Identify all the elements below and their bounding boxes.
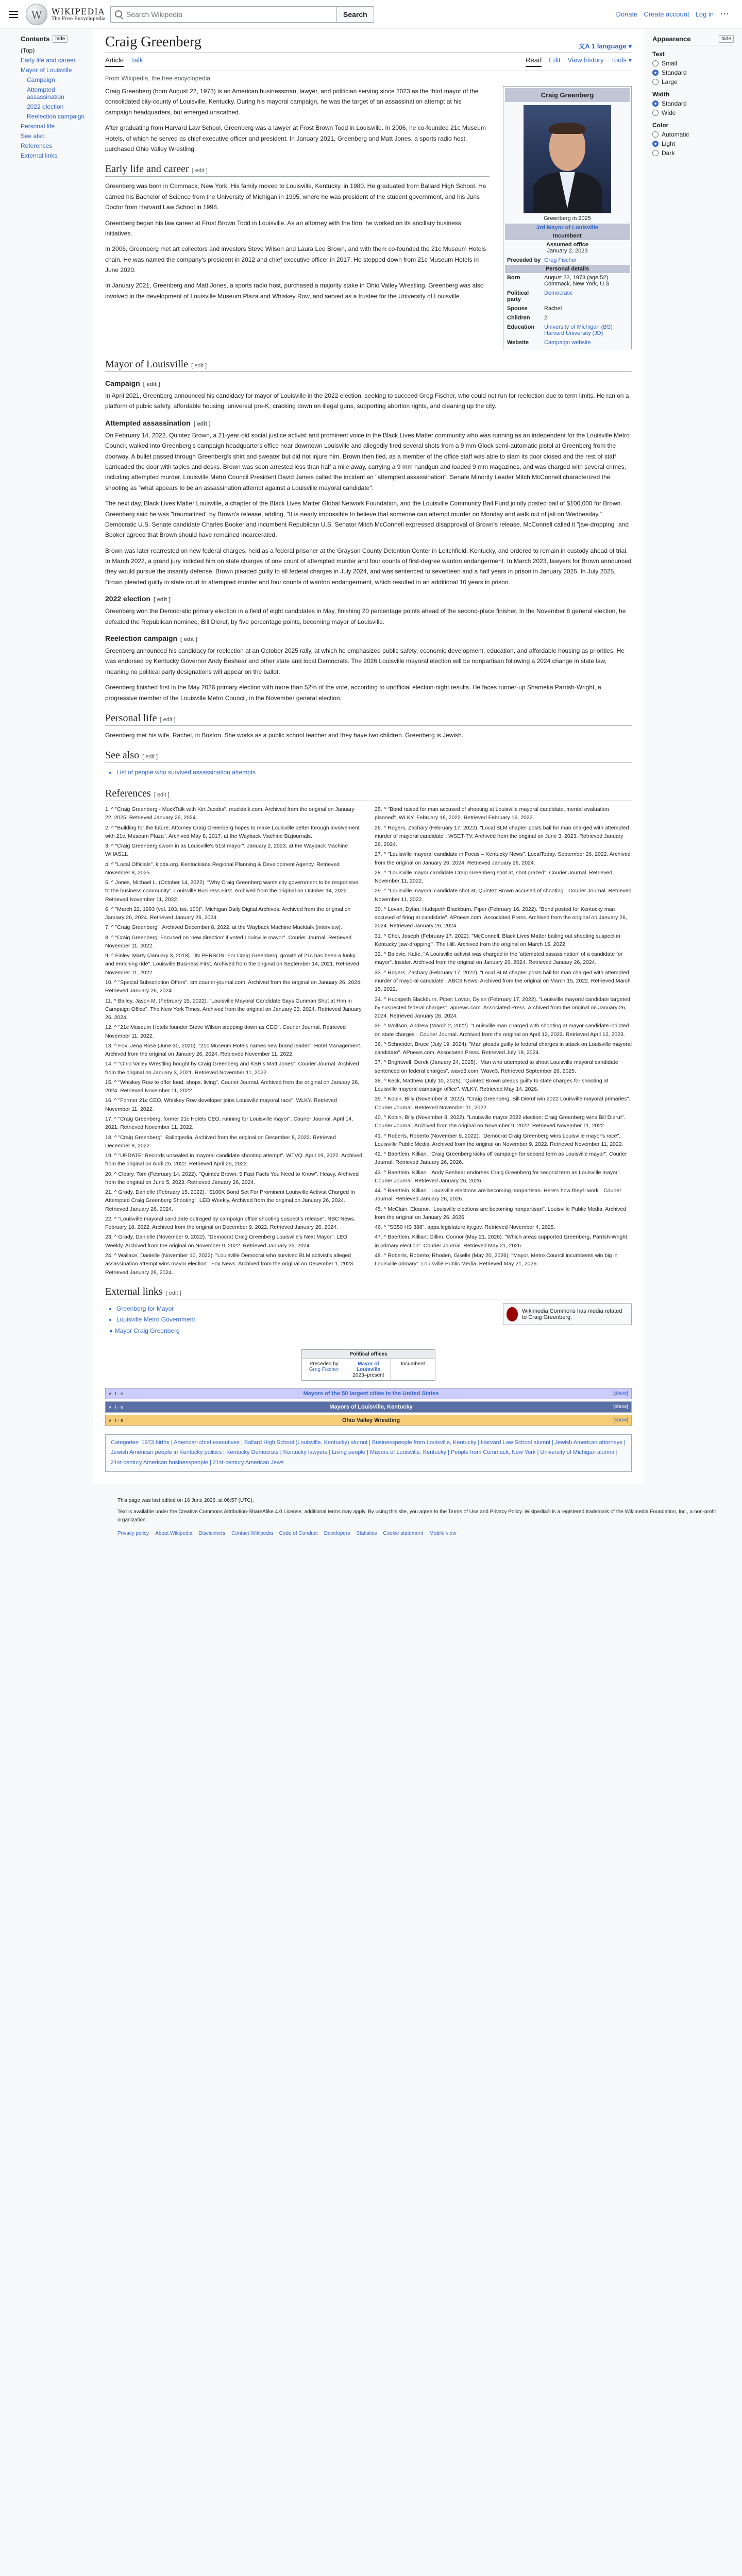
intro-paragraph: After graduating from Harvard Law School, Greenberg was a lawyer at Frost Brown Todd in Louisville. In 2006, he co-founded 21c Museum Hotels, of which he served as chief executive officer and president. In January 2021, Greenberg and Matt Jones, a sports radio host, purchased Ohio Valley Wrestling. [105,124,486,152]
section-heading-references: References [ edit ] [105,788,632,801]
language-button[interactable]: 文A 1 language ▾ [578,42,632,50]
body-paragraph: Greenberg finished first in the May 2026 primary election with more than 52% of the vote, according to unofficial election-night results. He faces runner-up Shameka Parrish-Wright, a progressive member of the Louisville Metro Council, in the November general election. [105,684,601,702]
section-heading-2022-election: 2022 election [ edit ] [105,595,171,603]
category-link[interactable]: | Mayors of Louisville, Kentucky [365,1449,446,1456]
reference-item: 23. ^ Grady, Danielle (November 9, 2022). "Democrat Craig Greenberg Louisville's Next Mayor". LEO Weekly. Archived from the original on November 9, 2022. Retrieved January 26, 2024. [105,1234,347,1249]
reference-item: 38. ^ Keck, Matthew (July 10, 2025). "Quintez Brown pleads guilty to state charges for shooting at Louisville mayoral campaign office". WLKY. Retrieved May 14, 2026. [375,1077,609,1093]
reference-item: 6. ^ "March 22, 1993 (vol. 103, iss. 100)". Michigan Daily Digital Archives. Archived from the original on January 26, 2024. Retrieved January 26, 2024. [105,906,351,921]
last-edited: This page was last edited on 16 June 2026, at 06:57 (UTC). [117,1497,254,1503]
section-heading-early-life: Early life and career [ edit ] [105,163,490,177]
reference-item: 18. ^ "Craig Greenberg". Ballotpedia. Archived from the original on December 8, 2022. Retrieved December 8, 2022. [105,1134,336,1149]
reference-item: 41. ^ Roberts, Roberto (November 9, 2022). "Democrat Craig Greenberg wins Louisville mayor's race". Louisville Public Media. Archived from the original on November 9, 2022. Retrieved November 11, 2022. [375,1132,623,1147]
body-paragraph: Greenberg began his law career at Frost Brown Todd in Louisville. As an attorney with the firm, he worked on its ancillary business initiatives. [105,219,461,237]
reference-item: 13. ^ Fox, Jena Rose (June 30, 2020). "21c Museum Hotels names new brand leader". Hotel Management. Archived from the original on January 26, 2024. Retrieved November 11, 2022. [105,1042,362,1058]
succession-preceded: Preceded by Greg Fischer [302,1359,346,1380]
text-size-standard[interactable]: Standard [652,69,734,76]
create-account-link[interactable]: Create account [644,10,689,18]
category-link[interactable]: | Kentucky lawyers [278,1449,328,1456]
reference-item: 44. ^ Baertlein, Killian. "Louisville elections are becoming nonpartisan. Here's how they'll work". Courier Journal. Retrieved January 26, 2026. [375,1188,621,1202]
footer-link[interactable]: Statistics [356,1530,377,1536]
commons-logo-icon [507,1307,518,1321]
color-dark[interactable]: Dark [652,149,734,157]
section-heading-see-also: See also [ edit ] [105,750,632,763]
reference-item: 48. ^ Roberts, Roberto; Rhoden, Giselle (May 20, 2026). "Mayor, Metro Council incumbents win big in Louisville primary". Louisville Public Media. Retrieved May 21, 2026. [375,1252,618,1267]
reference-item: 24. ^ Wallace, Danielle (November 10, 2022). "Louisville Democrat who survived BLM activist's alleged assassination attempt wins mayor election". Fox News. Archived from the original on December 1, 2023. Retrieved January 26, 2024. [105,1252,355,1276]
external-link[interactable]: ● Mayor Craig Greenberg [109,1327,180,1334]
category-link[interactable]: | Jewish American people in Kentucky politics [111,1439,626,1456]
globe-icon: W [26,4,47,25]
page-title: Craig Greenberg [105,34,201,50]
reference-item: 27. ^ "Louisville mayoral candidate in Focus – Kentucky News". LocalToday. September 26, 2022. Archived from the original on January 26, 2024. Retrieved January 26, 2024. [375,851,631,866]
body-paragraph: On February 14, 2022, Quintez Brown, a 21-year-old social justice activist and prominent voice in the Black Lives Matter community who was running as an independent for the Louisville Metro Council, walked into Greenberg's campaign headquarters office near downtown Louisville and allegedly fired several shots from a 9 mm Glock semi-automatic pistol at Greenberg from the doorway. A bullet passed through Greenberg's shirt and sweater but did not injure him. Brown then fled, as a member of the office staff was able to slam its door closed and the rest of staff barricaded the door with tables and desks. Brown was soon arrested less than half a mile away, carrying a 9 mm handgun and loaded 9 mm magazines, and was charged with several crimes, including attempted murder. Louisville Metro Council President David James called the incident an "attempted assassination". Senate Minority Leader Mitch McConnell characterized the shooting as "what appears to be an assassination attempt against a Louisville mayoral candidate". [105,431,630,492]
text-size-small[interactable]: Small [652,60,734,67]
section-heading-mayor: Mayor of Louisville [ edit ] [105,359,632,372]
reference-item: 29. ^ "Louisville mayoral candidate shot at; Quintez Brown accused of shooting". Courier Journal. Retrieved November 11, 2022. [375,888,632,903]
toc-item-reelection[interactable]: Reelection campaign [27,113,85,120]
search-form [110,6,374,23]
donate-link[interactable]: Donate [616,10,638,18]
reference-item: 7. ^ "Craig Greenberg". Archived December 8, 2022, at the Wayback Machine Mucktalk (interview). [105,924,342,931]
footer-link[interactable]: Code of Conduct [279,1530,318,1536]
commons-box: Wikimedia Commons has media related to Craig Greenberg. [503,1303,632,1325]
toc-title: Contents [21,35,50,43]
infobox-office[interactable]: 3rd Mayor of Louisville [505,224,630,232]
table-of-contents [0,29,93,1484]
reference-item: 31. ^ Choi, Joseph (February 17, 2022). "McConnell, Black Lives Matter bailing out shooting suspect in Kentucky 'jaw-dropping'". The Hill. Archived from the original on March 15, 2022. [375,933,620,947]
toc-item-campaign[interactable]: Campaign [27,76,55,83]
external-link[interactable]: • Greenberg for Mayor [116,1303,632,1315]
tab-view-history[interactable]: View history [567,56,604,64]
category-link[interactable]: | 21st-century American Jews [208,1460,284,1466]
category-link[interactable]: | Businesspeople from Louisville, Kentucky [367,1439,477,1446]
reference-item: 28. ^ "Louisville mayor candidate Craig Greenberg shot at, shot grazed". Courier Journal. Retrieved November 11, 2022. [375,869,613,885]
category-link[interactable]: | Living people [327,1449,366,1456]
section-heading-reelection: Reelection campaign [ edit ] [105,634,198,643]
external-link[interactable]: • Louisville Metro Government [116,1314,632,1326]
footer-link[interactable]: Disclaimers [198,1530,226,1536]
infobox-personal-band: Personal details [505,265,630,273]
reference-item: 36. ^ Schneider, Bruce (July 19, 2024). "Man pleads guilty to federal charges in attack on Louisville mayoral candidate". APnews.com. Associated Press. Retrieved July 19, 2024. [375,1041,632,1056]
toc-item-mayor[interactable]: Mayor of Louisville [21,66,72,74]
body-paragraph: In January 2021, Greenberg and Matt Jones, a sports radio host, purchased a majority stake in Ohio Valley Wrestling. Greenberg was also involved in the development of Louisville Museum Plaza and Whiskey Row, and served as a trustee for the University of Louisville. [105,282,484,300]
see-also-link[interactable]: • List of people who survived assassination attempts [116,767,632,778]
search-icon [115,10,122,18]
reference-item: 10. ^ "Special Subscription Offers". cm.courier-journal.com. Archived from the original on January 26, 2024. Retrieved January 26, 2024. [105,979,362,994]
reference-item: 34. ^ Hudspeth Blackburn, Piper; Lovan, Dylan (February 17, 2022). "Louisville mayoral candidate targeted by suspected federal charges". apnews.com. Associated Press. Archived from the original on January 26, 2024. Retrieved January 26, 2024. [375,996,631,1020]
infobox-row: Children 2 [507,315,548,321]
section-heading-personal: Personal life [ edit ] [105,713,632,726]
from-wikipedia: From Wikipedia, the free encyclopedia [105,75,211,82]
infobox-assumed: Assumed office January 2, 2023 [546,242,588,254]
toc-item-personal[interactable]: Personal life [21,123,55,130]
reference-item: 12. ^ "21c Museum Hotels founder Steve Wilson stepping down as CEO". Courier Journal. Retrieved November 11, 2022. [105,1024,346,1039]
reference-item: 45. ^ McClain, Eleanor. "Louisville elections are becoming nonpartisan". Louisville Public Media. Archived from the original on January 26, 2026. [375,1206,627,1221]
width-wide[interactable]: Wide [652,109,734,116]
reference-item: 32. ^ Balevic, Katie. "A Louisville activist was charged in the 'attempted assassination' of a candidate for mayor". Insider. Archived from the original on January 26, 2024. Retrieved January 26, 2024. [375,951,623,966]
reference-item: 3. ^ "Craig Greenberg sworn in as Louisville's 51st mayor". January 2, 2023, at the Wayback Machine WHAS11. [105,843,348,858]
section-heading-external-links: External links [ edit ] [105,1286,632,1299]
reference-item: 4. ^ "Local Officials". kipda.org. Kentuckiana Regional Planning & Development Agency. Retrieved November 8, 2025. [105,861,340,876]
reference-item: 21. ^ Grady, Danielle (February 15, 2022). "$100K Bond Set For Prominent Louisville Activist Charged In Attempted Craig Greenberg Shooting". LEO Weekly. Archived from the original on January 26, 2024. Retrieved January 26, 2024. [105,1189,355,1212]
color-light[interactable]: Light [652,140,734,147]
toc-item-early-life[interactable]: Early life and career [21,57,76,64]
navbox-louisville-mayors[interactable]: v · t · e Mayors of Louisville, Kentucky [show] [105,1401,632,1413]
site-title: WIKIPEDIA [52,7,105,16]
succession-box: Political offices Preceded by Greg Fischer Mayor of Louisville 2023–present Incumbent [301,1349,435,1381]
infobox-row: Political party Democratic [507,290,573,302]
navbox-ovw[interactable]: v · t · e Ohio Valley Wrestling [show] [105,1415,632,1426]
infobox-row: Education University of Michigan (BS) Harvard University (JD) [507,324,613,336]
tab-talk[interactable]: Talk [131,56,143,64]
reference-item: 5. ^ Jones, Michael L. (October 14, 2022). "Why Craig Greenberg wants city government to be responsive to the business community". Louisville Business First. Archived from the original on October 14, 2022. Retrieved November 11, 2022. [105,879,359,903]
body-paragraph: In April 2021, Greenberg announced his candidacy for mayor of Louisville in the 2022 election, seeking to succeed Greg Fischer, who could not run for reelection due to term limits. He ran on a platform of public safety, affordable housing, universal pre-K, cracking down on illegal guns, supporting abortion rights, and cleaning up the city. [105,392,629,410]
infobox-row: Born August 22, 1973 (age 52) Commack, New York, U.S. [507,275,611,287]
reference-item: 16. ^ "Former 21c CEO, Whiskey Row developer joins Louisville mayoral race". WLKY. Retrieved November 11, 2022. [105,1097,337,1112]
footer-link[interactable]: Cookie statement [383,1530,424,1536]
reference-item: 39. ^ Kobin, Billy (November 8, 2022). "Craig Greenberg, Bill Dieruf win 2022 Louisville mayoral primaries". Courier Journal. Retrieved November 11, 2022. [375,1096,631,1111]
body-paragraph: The next day, Black Lives Matter Louisville, a chapter of the Black Lives Matter Global Network Foundation, and the Louisville Community Bail Fund jointly posted bail of $100,000 for Brown. Greenberg said he was "traumatized" by Brown's release, adding, "It is nearly impossible to believe that someone can attempt murder on Monday and walk out of jail on Wednesday." Democratic U.S. Senate candidate Charles Booker and incumbent Republican U.S. Senator Mitch McConnell expressed disapproval of Brown's release. McConnell called it "jaw-dropping" and Booker agreed that Brown should have remained incarcerated. [105,500,629,539]
reference-item: 37. ^ Brightwell, Derek (January 24, 2025). "Man who attempted to shoot Louisville mayoral candidate sentenced on federal charges". wave3.com. Wave3. Retrieved September 26, 2025. [375,1059,618,1074]
succession-status: Incumbent [391,1359,435,1380]
reference-item: 11. ^ Bailey, Jason M. (February 15, 2022). "Louisville Mayoral Candidate Says Gunman Shot at Him in Campaign Office". The New York Times. Archived from the original on January 23, 2024. Retrieved January 26, 2024. [105,997,362,1021]
infobox-status: Incumbent [505,232,630,240]
tab-edit[interactable]: Edit [549,56,561,64]
category-link[interactable]: | People from Commack, New York [446,1449,536,1456]
appearance-panel: Appearance hide Text Small Standard Large Width Standard Wide Color Automatic Light Dark [644,29,742,1484]
body-paragraph: Greenberg announced his candidacy for reelection at an October 2025 rally, at which he emphasized public safety, economic development, education, and affordable housing as priorities. He was endorsed by Kentucky Governor Andy Beshear and other state and local Democrats. The 2026 Louisville mayoral election will be nonpartisan following a 2024 change in state law, meaning no political party designations will appear on the ballot. [105,647,625,675]
references-list [105,805,632,1277]
reference-item: 15. ^ "Whiskey Row to offer food, shops, living". Courier Journal. Archived from the original on January 26, 2024. Retrieved November 11, 2022. [105,1079,360,1094]
log-in-link[interactable]: Log in [695,10,714,18]
reference-item: 42. ^ Baertlein, Killian. "Craig Greenberg kicks off campaign for second term as Louisville mayor". Courier Journal. Retrieved January 26, 2026. [375,1151,627,1166]
search-input[interactable]: Search Wikipedia [110,6,337,23]
toc-item-references[interactable]: References [21,142,53,149]
category-link[interactable]: | Harvard Law School alumni [476,1439,550,1446]
footer-link[interactable]: About Wikipedia [155,1530,193,1536]
infobox [503,86,632,349]
search-button[interactable]: Search [337,6,374,23]
wikipedia-logo[interactable] [26,4,108,25]
body-paragraph: Greenberg won the Democratic primary election in a field of eight candidates in May, finishing 20 percentage points ahead of the second-place finisher. In the November 8 general election, he defeated the Republican nominee, Bill Dieruf, by five percentage points, becoming mayor of Louisville. [105,607,626,625]
category-link[interactable]: 1973 births [141,1439,170,1446]
body-paragraph: In 2006, Greenberg met art collectors and investors Steve Wilson and Laura Lee Brown, and with them co-founded the 21c Museum Hotels chain. He was named the company's president in 2012 and chief executive officer in 2017. He stepped down from 21c Museum Hotels in June 2020. [105,245,486,274]
reference-item: 14. ^ "Ohio Valley Wrestling bought by Craig Greenberg and KSR's Matt Jones". Courier Journal. Archived from the original on January 3, 2021. Retrieved November 11, 2022. [105,1061,359,1076]
categories-box: Categories: 1973 births | American chief executives | Ballard High School (Louisville, Kentucky) alumni | Businesspeople from Louisville, Kentucky | Harvard Law School alumni | Jewish American attorneys | Jewish American people in Kentucky politics | Kentucky Democrats | Kentucky lawyers | Living people | Mayors of Louisville, Kentucky | People from Commack, New York | University of Michigan alumni | 21st-century American businesspeople | 21st-century American Jews [105,1434,632,1472]
article-main [93,29,644,1484]
footer-link[interactable]: Developers [324,1530,350,1536]
body-paragraph: Greenberg met his wife, Rachel, in Boston. She works as a public school teacher and they have two children. Greenberg is Jewish. [105,731,464,739]
page-footer [0,1484,742,1557]
category-link[interactable]: | American chief executives [169,1439,240,1446]
reference-item: 22. ^ "Louisville mayoral candidate outraged by campaign office shooting suspect's release". NBC News. February 18, 2022. Archived from the original on December 9, 2022. Retrieved January 26, 2024. [105,1215,356,1231]
infobox-row: Website Campaign website [507,340,591,346]
reference-item: 20. ^ Cleary, Tom (February 14, 2022). "Quintez Brown: 5 Fast Facts You Need to Know". Heavy. Archived from the original on June 5, 2023. Retrieved January 26, 2024. [105,1171,359,1185]
reference-item: 30. ^ Lovan, Dylan; Hudspeth Blackburn, Piper (February 16, 2022). "Bond posted for Kentucky man accused of firing at candidate". APnews.com. Associated Press. Archived from the original on January 26, 2024. Retrieved January 26, 2024. [375,906,627,929]
text-size-large[interactable]: Large [652,78,734,86]
intro-paragraph: Craig Greenberg (born August 22, 1973) is an American businessman, lawyer, and politician serving since 2023 as the third mayor of the consolidated city-county of Louisville, Kentucky. During his mayoral campaign, he was the target of an assassination attempt at his campaign headquarters, but emerged unscathed. [105,88,479,116]
reference-item: 8. ^ "Craig Greenberg: Focused on 'new direction' if voted Louisville mayor". Courier Journal. Retrieved November 11, 2022. [105,934,352,949]
body-paragraph: Greenberg was born in Commack, New York. His family moved to Louisville, Kentucky, in 1980. He graduated from Ballard High School. He earned his Bachelor of Science from the University of Michigan in 1995, where he was president of the student government, and his Juris Doctor from Harvard Law School in 1998. [105,182,486,211]
reference-item: 47. ^ Baertlein, Killian; Gillim, Connor (May 21, 2026). "Which areas supported Greenberg, Parrish-Wright in primary election". Courier Journal. Retrieved May 21, 2026. [375,1234,627,1249]
category-link[interactable]: | University of Michigan alumni [535,1449,614,1456]
reference-item: 19. ^ "UPDATE: Records unsealed in mayoral candidate shooting attempt". WTVQ. April 19, 2022. Archived from the original on April 25, 2022. Retrieved April 25, 2022. [105,1153,362,1167]
tab-article[interactable]: Article [105,56,124,67]
license-text: Text is available under the Creative Commons Attribution-ShareAlike 4.0 License; additional terms may apply. By using this site, you agree to the Terms of Use and Privacy Policy. Wikipedia® is a registered trademark of the Wikimedia Foundation, Inc., a non-profit organization. [117,1509,716,1523]
toc-item-see-also[interactable]: See also [21,132,45,140]
section-heading-attempt: Attempted assassination [ edit ] [105,418,211,427]
navbox-largest-cities[interactable]: v · t · e Mayors of the 50 largest cities in the United States [show] [105,1388,632,1399]
infobox-preceded: Preceded by Greg Fischer [507,257,577,263]
tab-read[interactable]: Read [526,56,542,67]
main-menu-icon[interactable] [6,7,21,22]
site-header [0,0,742,29]
reference-item: 17. ^ "Craig Greenberg, former 21c Hotels CEO, running for Louisville mayor". Courier Journal. April 14, 2021. Retrieved November 11, 2022. [105,1116,353,1131]
width-standard[interactable]: Standard [652,100,734,107]
reference-item: 1. ^ "Craig Greenberg - MuckTalk with Kirt Jacobs". mucktalk.com. Archived from the original on January 22, 2025. Retrieved January 26, 2024. [105,806,355,821]
toc-hide-button[interactable]: hide [53,35,68,43]
site-subtitle: The Free Encyclopedia [52,16,106,22]
category-link[interactable]: | Jewish American attorneys [550,1439,622,1446]
reference-item: 33. ^ Rogers, Zachary (February 17, 2022). "Local BLM chapter posts bail for man charged with attempted murder of mayoral candidate". ABC6 News. Archived from the original on March 15, 2022. Retrieved March 15, 2022. [375,969,631,993]
reference-item: 2. ^ "Building for the future: Attorney Craig Greenberg hopes to make Louisville better through involvement with 21c, Museum Plaza". Archived May 8, 2017, at the Wayback Machine Bizjournals. [105,824,360,839]
toc-item-2022-election[interactable]: 2022 election [27,103,64,110]
category-link[interactable]: | 21st-century American businesspeople [111,1449,617,1466]
footer-link[interactable]: Contact Wikipedia [231,1530,273,1536]
appearance-hide-button[interactable]: hide [719,35,734,43]
toc-item-attempt[interactable]: Attempted assassination [27,86,64,100]
toc-item-external-links[interactable]: External links [21,152,58,159]
infobox-row: Spouse Rachel [507,306,562,312]
section-heading-campaign: Campaign [ edit ] [105,379,160,387]
toc-item-top[interactable]: (Top) [21,47,35,54]
category-link[interactable]: | Kentucky Democrats [222,1449,279,1456]
reference-item: 35. ^ Wolfson, Andrew (March 2, 2022). "Louisville man charged with shooting at mayor candidate indicted on state charges". Courier Journal. Archived from the original on April 12, 2023. Retrieved April 12, 2023. [375,1023,629,1038]
reference-item: 26. ^ Rogers, Zachary (February 17, 2022). "Local BLM chapter posts bail for man charged with attempted murder of mayoral candidate". WSET-TV. Archived from the original on June 3, 2023. Retrieved January 26, 2024. [375,824,629,848]
category-link[interactable]: | Ballard High School (Louisville, Kentucky) alumni [239,1439,367,1446]
reference-item: 25. ^ "Bond raised for man accused of shooting at Louisville mayoral candidate, mental evaluation planned". WLKY. February 16, 2022. Retrieved February 16, 2022. [375,806,609,821]
reference-item: 40. ^ Kobin, Billy (November 8, 2022). "Louisville mayor 2022 election: Craig Greenberg wins Bill Dieruf". Courier Journal. Archived from the original on November 9, 2022. Retrieved November 11, 2022. [375,1114,626,1129]
color-automatic[interactable]: Automatic [652,131,734,138]
footer-link[interactable]: Privacy policy [117,1530,149,1536]
reference-item: 46. ^ "SB50 HB 388". apps.legislature.ky.gov. Retrieved November 4, 2025. [375,1224,555,1231]
footer-link[interactable]: Mobile view [429,1530,457,1536]
body-paragraph: Brown was later rearrested on new federal charges, held as a federal prisoner at the Grayson County Detention Center in Leitchfield, Kentucky, and ordered to remain in custody ahead of trial. In March 2022, a grand jury indicted him on state charges of one count of attempted murder and four counts of first-degree wanton endangerment. In March 2023, lawyers for Brown announced they would pursue the insanity defense. Brown pleaded guilty to all federal charges in July 2024, and was sentenced to seventeen and a half years in prison in January 2025. In July 2025, Brown pleaded guilty in state court to attempted murder and four counts of wanton endangerment, which resulted in an additional 10 years in prison. [105,547,632,586]
infobox-title: Craig Greenberg [505,88,630,102]
portrait-image[interactable] [524,105,611,213]
more-options-icon[interactable]: ⋯ [720,9,730,19]
succession-office: Mayor of Louisville 2023–present [346,1359,391,1380]
reference-item: 9. ^ Finley, Marty (January 3, 2018). "IN PERSON: For Craig Greenberg, growth of 21c has been a funky and enriching ride". Louisville Business First. Archived from the original on September 14, 2021. Retrieved November 11, 2022. [105,953,359,976]
reference-item: 43. ^ Baertlein, Killian. "Andy Beshear endorses Craig Greenberg for second term as Louisville mayor". Courier Journal. Retrieved January 26, 2026. [375,1169,621,1184]
infobox-caption: Greenberg in 2025 [544,215,591,222]
tools-menu[interactable]: Tools ▾ [611,56,632,64]
